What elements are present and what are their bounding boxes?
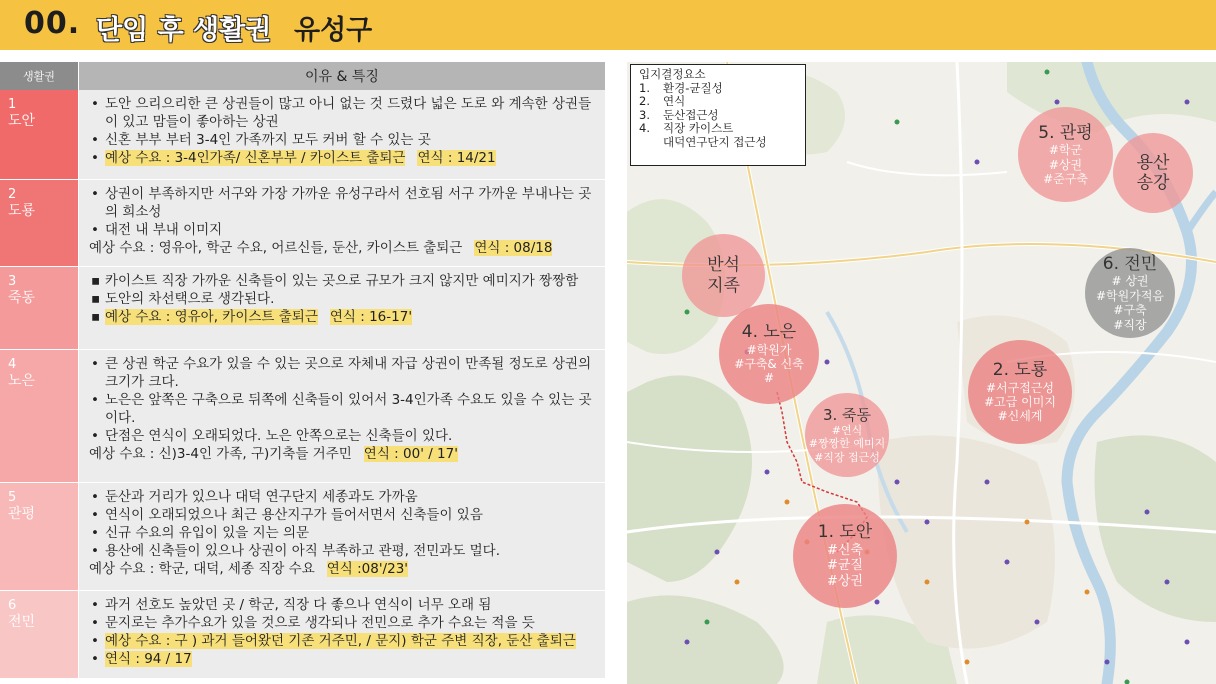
bubble-tag: #고급 이미지 [984,395,1056,409]
desc-cell [79,180,605,266]
year-text: 연식 : 00' / 17' [363,446,458,462]
year-text: 연식 : 08/18 [474,240,553,256]
desc-line [89,632,597,650]
demand-text: 예상 수요 : 학군, 대덕, 세종 직장 수요 [89,561,315,577]
table-row [0,350,605,483]
desc-line: • 문지로는 추가수요가 있을 것으로 생각되나 전민으로 추가 수요는 적을 듯 [89,614,597,632]
bubble-tag: #학원가적음 [1095,288,1164,303]
area-name: 도안 [8,113,36,129]
area-number: 1 [8,97,17,112]
area-number: 3 [8,274,17,289]
bubble-title: 2. 도룡 [992,360,1048,381]
bubble-title: 3. 죽동 [822,406,872,425]
desc-line [89,149,597,167]
area-cell [0,591,78,678]
area-number: 2 [8,187,17,202]
bubble-tag: # 상권 [1111,274,1149,289]
bubble-noeun [719,304,819,404]
table-header [0,62,605,90]
demand-text: 예상 수요 : 3-4인가족/ 신혼부부 / 카이스트 출퇴근 [105,150,406,166]
bubble-tag: #서구접근성 [985,380,1054,395]
desc-line: • 상권이 부족하지만 서구와 가장 가까운 유성구라서 선호됨 서구 가까운 부내나는 곳의 희소성 [89,185,597,221]
desc-line: • 신규 수요의 유입이 있을 지는 의문 [89,524,597,542]
table-row [0,591,605,679]
area-cell [0,267,78,349]
bubble-gwanpyeong [1018,107,1113,202]
desc-line: ▪ 도안의 차선택으로 생각된다. [89,290,597,308]
legend-item: 1. 환경-균질성 [639,80,723,95]
criteria-legend [630,64,806,166]
desc-line: • 신혼 부부 부터 3-4인 가족까지 모두 커버 할 수 있는 곳 [89,131,597,149]
desc-line [89,445,597,463]
bubble-tag: #구축& 신축 [734,357,804,371]
table-row [0,180,605,267]
bubble-doryong [968,340,1072,444]
legend-item: 대덕연구단지 접근성 [663,134,767,149]
demand-text: 예상 수요 : 구 ) 과거 들어왔던 기존 거주민, / 문지) 학군 주변 직장, 둔산 출퇴근 [105,633,576,649]
year-text: 연식 : 16-17' [329,309,413,325]
bubble-title: 반석 지족 [707,255,740,296]
page-title: 단임 후 생활권 [96,15,272,46]
area-cell [0,90,78,179]
desc-line: • 도안 으리으리한 큰 상권들이 많고 아니 없는 것 드렸다 넓은 도로 와 계속한 상권들이 있고 맘들이 좋아하는 상권 [89,95,597,131]
desc-line [89,650,597,668]
desc-line: • 대전 내 부내 이미지 [89,221,597,239]
area-table [0,62,605,679]
section-number: 00. [24,6,81,41]
desc-cell [79,267,605,349]
bubble-banseok [682,234,765,317]
bubble-title: 4. 노은 [741,322,797,343]
header-area: 생활권 [0,62,78,90]
bubble-tag: #상권 [826,573,863,589]
bubble-tag: #신축 [826,542,863,558]
table-row [0,483,605,591]
table-row [0,267,605,350]
bubble-tag: #직장 접근성 [814,450,880,464]
desc-line: • 연식이 오래되었으나 최근 용산지구가 들어서면서 신축들이 있음 [89,506,597,524]
area-name: 전민 [8,614,36,630]
page-title-accent: 유성구 [294,15,373,46]
bubble-tag: #짱짱한 예미지 [808,437,886,451]
area-number: 5 [8,490,17,505]
title-bar [0,0,1216,50]
desc-cell [79,90,605,179]
desc-line: • 둔산과 거리가 있으나 대덕 연구단지 세종과도 가까움 [89,488,597,506]
legend-title: 입지결정요소 [639,67,706,81]
year-text: 연식 :08'/23' [326,561,408,577]
demand-text: 예상 수요 : 영유아, 카이스트 출퇴근 [105,309,318,325]
area-name: 노은 [8,373,36,389]
legend-item: 2. 연식 [639,94,686,108]
desc-line: • 노은은 앞쪽은 구축으로 뒤쪽에 신축들이 있어서 3-4인가족 수요도 있을 수 있는 곳이다. [89,391,597,427]
desc-cell [79,350,605,482]
desc-line: • 큰 상권 학군 수요가 있을 수 있는 곳으로 자체내 자급 상권이 만족될 정도로 상권의 크기가 크다. [89,355,597,391]
area-name: 죽동 [8,290,36,306]
table-row [0,90,605,180]
desc-line [89,308,597,326]
year-text: 연식 : 14/21 [417,150,496,166]
demand-text: 예상 수요 : 신)3-4인 가족, 구)기축들 거주민 [89,446,352,462]
area-number: 4 [8,357,17,372]
bubble-tag: #직장 [1113,317,1147,332]
bubble-yongsan [1113,133,1193,213]
bubble-tag: #학원가 [746,342,792,357]
area-cell [0,350,78,482]
bubble-title: 1. 도안 [817,522,873,543]
bubble-tag: #구축 [1113,303,1147,318]
bubble-tag: #신세계 [997,409,1043,424]
area-name: 도룡 [8,203,36,219]
bubble-title: 5. 관평 [1038,122,1093,143]
area-cell [0,180,78,266]
year-text: 연식 : 94 / 17 [105,651,192,667]
bubble-tag: #연식 [831,424,863,438]
bubble-jukdong [805,393,889,477]
bubble-doan [793,504,897,608]
bubble-tag: #준구축 [1043,171,1088,186]
area-name: 관평 [8,506,36,522]
legend-item: 3. 둔산접근성 [639,107,719,122]
desc-line: ▪ 카이스트 직장 가까운 신축들이 있는 곳으로 규모가 크지 않지만 예미지가 짱짱함 [89,272,597,290]
desc-cell [79,483,605,590]
bubble-tag: # [763,371,775,386]
bubble-title: 용산 송강 [1136,152,1170,193]
desc-line [89,239,597,257]
desc-line: • 용산에 신축들이 있으나 상권이 아직 부족하고 관평, 전민과도 멀다. [89,542,597,560]
desc-line: • 과거 선호도 높았던 곳 / 학군, 직장 다 좋으나 연식이 너무 오래 됨 [89,596,597,614]
desc-cell [79,591,605,678]
bubble-tag: #균질 [826,558,863,574]
desc-line [89,560,597,578]
demand-text: 예상 수요 : 영유아, 학군 수요, 어르신들, 둔산, 카이스트 출퇴근 [89,240,463,256]
bubble-tag: #학군 [1048,143,1083,158]
header-desc: 이유 & 특징 [79,62,605,90]
bubble-jeonmin [1085,248,1175,338]
desc-line: • 단점은 연식이 오래되었다. 노은 안쪽으로는 신축들이 있다. [89,427,597,445]
bubble-tag: #상권 [1048,157,1083,172]
area-cell [0,483,78,590]
bubble-title: 6. 전민 [1102,254,1158,275]
area-number: 6 [8,598,17,613]
legend-item: 4. 직장 카이스트 [639,121,734,135]
